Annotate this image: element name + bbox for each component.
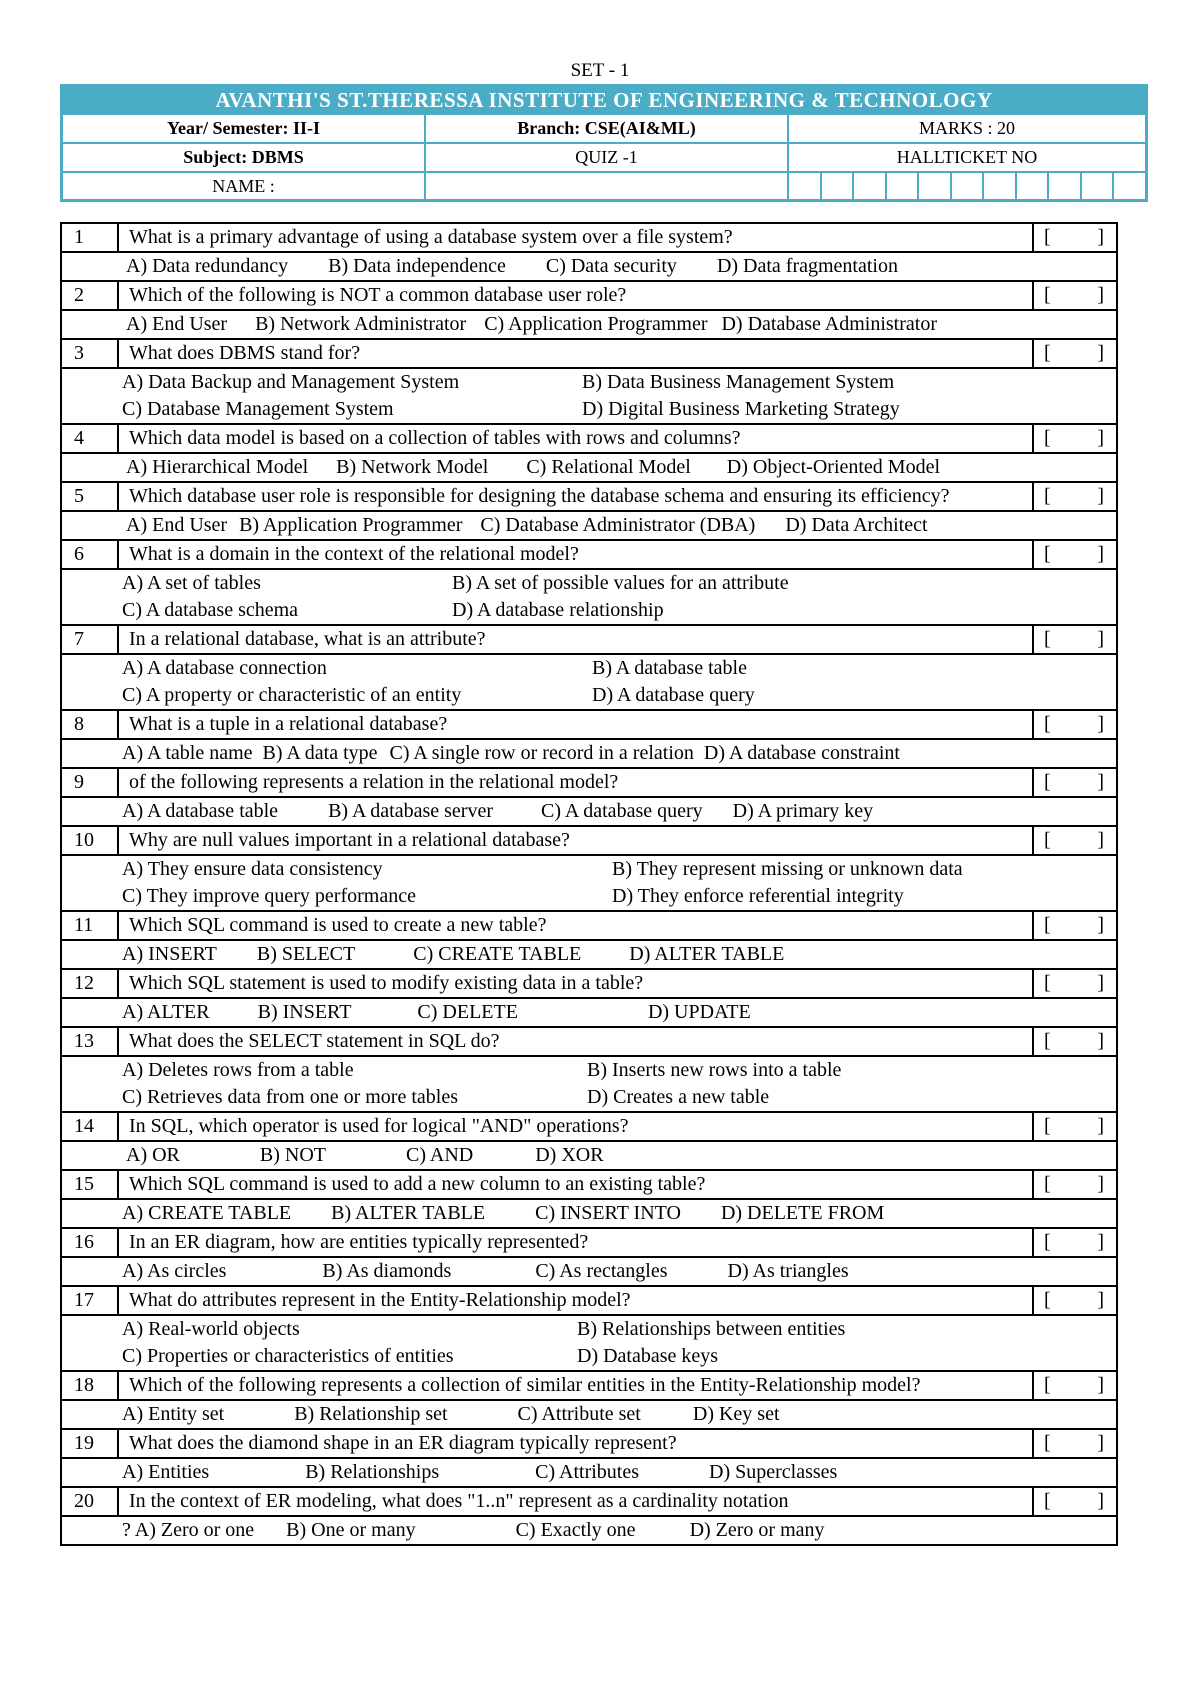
question-number: 18	[62, 1372, 119, 1399]
option[interactable]: C) Relational Model	[526, 456, 691, 478]
question-row	[62, 1028, 1116, 1057]
options-row	[62, 798, 1116, 827]
question-row	[62, 970, 1116, 999]
hallticket-box[interactable]	[952, 173, 985, 202]
option[interactable]: B) A data type	[262, 742, 378, 764]
question-text: In the context of ER modeling, what does "1..n" represent as a cardinality notation	[129, 1490, 789, 1512]
question-number: 10	[62, 827, 119, 854]
option[interactable]: A) A database connection	[122, 657, 327, 679]
question-text: Which of the following is NOT a common database user role?	[129, 284, 627, 306]
question-number: 6	[62, 541, 119, 568]
hallticket-boxes	[789, 173, 1145, 202]
answer-bracket[interactable]	[1032, 1113, 1116, 1140]
options-grid	[62, 1057, 1116, 1113]
question-number: 14	[62, 1113, 119, 1140]
question-number: 11	[62, 912, 119, 939]
header-row-3	[63, 171, 1145, 202]
bracket-open: [	[1044, 1030, 1051, 1052]
option[interactable]: D) A primary key	[732, 800, 874, 822]
question-text: In an ER diagram, how are entities typically represented?	[129, 1231, 589, 1253]
option[interactable]: C) CREATE TABLE	[413, 943, 582, 965]
bracket-open: [	[1044, 713, 1051, 735]
option[interactable]: A) A set of tables	[122, 572, 261, 594]
question-row	[62, 1488, 1116, 1517]
option[interactable]: D) Zero or many	[689, 1519, 825, 1541]
options-grid	[62, 570, 1116, 626]
bracket-close: ]	[1097, 1432, 1104, 1454]
answer-bracket[interactable]	[1032, 970, 1116, 997]
option[interactable]: C) A single row or record in a relation	[389, 742, 694, 764]
bracket-close: ]	[1097, 342, 1104, 364]
bracket-close: ]	[1097, 543, 1104, 565]
hallticket-box[interactable]	[919, 173, 952, 202]
question-text: Which SQL command is used to add a new column to an existing table?	[129, 1173, 706, 1195]
bracket-open: [	[1044, 427, 1051, 449]
option[interactable]: D) ALTER TABLE	[629, 943, 785, 965]
bracket-close: ]	[1097, 1374, 1104, 1396]
question-text: In SQL, which operator is used for logical "AND" operations?	[129, 1115, 629, 1137]
bracket-open: [	[1044, 1115, 1051, 1137]
hallticket-box[interactable]	[1114, 173, 1145, 202]
hallticket-label: HALLTICKET NO	[896, 147, 1038, 167]
bracket-close: ]	[1097, 1115, 1104, 1137]
question-row	[62, 1171, 1116, 1200]
option[interactable]: D) They enforce referential integrity	[612, 885, 904, 907]
option[interactable]: D) UPDATE	[647, 1001, 751, 1023]
option[interactable]: D) As triangles	[727, 1260, 849, 1282]
question-row	[62, 1372, 1116, 1401]
option[interactable]: B) Application Programmer	[239, 514, 463, 536]
option[interactable]: B) A database server	[328, 800, 494, 822]
option[interactable]: B) Network Model	[336, 456, 489, 478]
hallticket-box[interactable]	[1082, 173, 1115, 202]
question-text: Which of the following represents a collection of similar entities in the Entity-Relationship model?	[129, 1374, 921, 1396]
answer-bracket[interactable]	[1032, 1171, 1116, 1198]
option[interactable]: A) A database table	[122, 800, 279, 822]
question-text: In a relational database, what is an attribute?	[129, 628, 486, 650]
option[interactable]: A) Hierarchical Model	[126, 456, 309, 478]
option[interactable]: C) A property or characteristic of an entity	[122, 684, 462, 706]
bracket-open: [	[1044, 543, 1051, 565]
option[interactable]: B) Data Business Management System	[582, 371, 895, 393]
question-row	[62, 224, 1116, 253]
question-number: 20	[62, 1488, 119, 1515]
option[interactable]: C) Database Management System	[122, 398, 394, 420]
bracket-close: ]	[1097, 427, 1104, 449]
question-text: Which data model is based on a collection of tables with rows and columns?	[129, 427, 741, 449]
options-row	[62, 941, 1116, 970]
option[interactable]: B) Data independence	[328, 255, 506, 277]
bracket-close: ]	[1097, 1289, 1104, 1311]
answer-bracket[interactable]	[1032, 1488, 1116, 1515]
question-row	[62, 1113, 1116, 1142]
options-grid	[62, 369, 1116, 425]
options-row	[62, 1459, 1116, 1488]
question-number: 12	[62, 970, 119, 997]
option[interactable]: A) OR	[126, 1144, 180, 1166]
option[interactable]: D) DELETE FROM	[720, 1202, 885, 1224]
option[interactable]: B) INSERT	[257, 1001, 352, 1023]
question-text: What is a domain in the context of the relational model?	[129, 543, 579, 565]
option[interactable]: C) As rectangles	[535, 1260, 668, 1282]
options-row	[62, 311, 1116, 340]
options-row	[62, 1401, 1116, 1430]
option[interactable]: C) Exactly one	[515, 1519, 636, 1541]
question-row	[62, 711, 1116, 740]
bracket-open: [	[1044, 226, 1051, 248]
bracket-close: ]	[1097, 485, 1104, 507]
answer-bracket[interactable]	[1032, 340, 1116, 367]
question-number: 16	[62, 1229, 119, 1256]
question-text: Which SQL statement is used to modify existing data in a table?	[129, 972, 644, 994]
option[interactable]: A) They ensure data consistency	[122, 858, 383, 880]
option[interactable]: D) Database Administrator	[721, 313, 937, 335]
bracket-open: [	[1044, 972, 1051, 994]
bracket-close: ]	[1097, 1173, 1104, 1195]
question-text: Which database user role is responsible for designing the database schema and ensuring its efficiency?	[129, 485, 950, 507]
question-row	[62, 1229, 1116, 1258]
question-number: 19	[62, 1430, 119, 1457]
option[interactable]: D) Data Architect	[785, 514, 928, 536]
answer-bracket[interactable]	[1032, 1028, 1116, 1055]
options-row	[62, 1142, 1116, 1171]
set-label: SET - 1	[570, 60, 630, 81]
question-number: 4	[62, 425, 119, 452]
quiz-label: QUIZ -1	[426, 144, 789, 172]
option[interactable]: B) Network Administrator	[255, 313, 467, 335]
answer-bracket[interactable]	[1032, 1372, 1116, 1399]
option[interactable]: D) A database constraint	[703, 742, 900, 764]
option[interactable]: B) As diamonds	[322, 1260, 452, 1282]
option[interactable]: C) They improve query performance	[122, 885, 416, 907]
question-row	[62, 912, 1116, 941]
question-row	[62, 769, 1116, 798]
question-row	[62, 1287, 1116, 1316]
option[interactable]: B) They represent missing or unknown data	[612, 858, 963, 880]
questions-table	[60, 222, 1118, 1546]
hallticket-box[interactable]	[887, 173, 920, 202]
subject: Subject: DBMS	[63, 144, 426, 172]
option[interactable]: A) A table name	[122, 742, 253, 764]
hallticket-box[interactable]	[1017, 173, 1050, 202]
question-number: 5	[62, 483, 119, 510]
year-semester: Year/ Semester: II-I	[63, 115, 426, 143]
hallticket-box[interactable]	[1049, 173, 1082, 202]
option[interactable]: A) Entity set	[122, 1403, 225, 1425]
question-number: 9	[62, 769, 119, 796]
options-row	[62, 740, 1116, 769]
option[interactable]: B) ALTER TABLE	[331, 1202, 486, 1224]
options-row	[62, 999, 1116, 1028]
question-number: 13	[62, 1028, 119, 1055]
option[interactable]: B) Relationships	[305, 1461, 440, 1483]
options-row	[62, 253, 1116, 282]
bracket-open: [	[1044, 1490, 1051, 1512]
option[interactable]: C) Data security	[545, 255, 677, 277]
name-field[interactable]	[426, 173, 789, 202]
option[interactable]: B) Relationship set	[294, 1403, 448, 1425]
bracket-close: ]	[1097, 1231, 1104, 1253]
question-text: What is a tuple in a relational database?	[129, 713, 448, 735]
option[interactable]: D) A database query	[592, 684, 755, 706]
bracket-open: [	[1044, 829, 1051, 851]
hallticket-box[interactable]	[854, 173, 887, 202]
option[interactable]: D) Data fragmentation	[716, 255, 898, 277]
answer-bracket[interactable]	[1032, 1229, 1116, 1256]
option[interactable]: B) Inserts new rows into a table	[587, 1059, 842, 1081]
question-text: Which SQL command is used to create a new table?	[129, 914, 547, 936]
answer-bracket[interactable]	[1032, 541, 1116, 568]
bracket-close: ]	[1097, 226, 1104, 248]
bracket-close: ]	[1097, 829, 1104, 851]
option[interactable]: C) Database Administrator (DBA)	[480, 514, 756, 536]
bracket-open: [	[1044, 914, 1051, 936]
option[interactable]: A) Entities	[122, 1461, 210, 1483]
bracket-close: ]	[1097, 628, 1104, 650]
bracket-open: [	[1044, 1289, 1051, 1311]
header-row-2	[63, 142, 1145, 172]
option[interactable]: C) A database schema	[122, 599, 299, 621]
option[interactable]: D) Superclasses	[709, 1461, 838, 1483]
option[interactable]: D) Database keys	[577, 1345, 719, 1367]
question-number: 7	[62, 626, 119, 653]
option[interactable]: A) Deletes rows from a table	[122, 1059, 354, 1081]
option[interactable]: A) Data Backup and Management System	[122, 371, 460, 393]
name-label: NAME :	[63, 173, 426, 202]
question-number: 17	[62, 1287, 119, 1314]
question-text: Why are null values important in a relational database?	[129, 829, 570, 851]
question-row	[62, 425, 1116, 454]
answer-bracket[interactable]	[1032, 912, 1116, 939]
bracket-open: [	[1044, 485, 1051, 507]
question-number: 2	[62, 282, 119, 309]
option[interactable]: A) End User	[126, 313, 228, 335]
marks: MARKS : 20	[918, 118, 1016, 138]
options-grid	[62, 1316, 1116, 1372]
option[interactable]: D) Key set	[692, 1403, 780, 1425]
options-grid	[62, 655, 1116, 711]
question-text: What is a primary advantage of using a database system over a file system?	[129, 226, 733, 248]
question-text: What do attributes represent in the Entity-Relationship model?	[129, 1289, 631, 1311]
answer-bracket[interactable]	[1032, 1430, 1116, 1457]
question-number: 15	[62, 1171, 119, 1198]
options-row	[62, 1200, 1116, 1229]
option[interactable]: D) Object-Oriented Model	[726, 456, 941, 478]
answer-bracket[interactable]	[1032, 483, 1116, 510]
option[interactable]: C) INSERT INTO	[535, 1202, 681, 1224]
answer-bracket[interactable]	[1032, 282, 1116, 309]
options-row	[62, 1517, 1116, 1544]
question-row	[62, 827, 1116, 856]
option[interactable]: A) ALTER	[122, 1001, 210, 1023]
hallticket-box[interactable]	[789, 173, 822, 202]
option[interactable]: ? A) Zero or one	[122, 1519, 255, 1541]
bracket-open: [	[1044, 284, 1051, 306]
option[interactable]: C) DELETE	[417, 1001, 518, 1023]
option[interactable]: B) SELECT	[256, 943, 356, 965]
option[interactable]: B) A database table	[592, 657, 747, 679]
option[interactable]: D) Creates a new table	[587, 1086, 770, 1108]
option[interactable]: C) Attributes	[535, 1461, 639, 1483]
bracket-close: ]	[1097, 1030, 1104, 1052]
option[interactable]: D) A database relationship	[452, 599, 664, 621]
question-text: of the following represents a relation in the relational model?	[129, 771, 619, 793]
question-row	[62, 626, 1116, 655]
options-row	[62, 454, 1116, 483]
header-row-1	[63, 113, 1145, 143]
question-row	[62, 282, 1116, 311]
bracket-open: [	[1044, 1432, 1051, 1454]
bracket-close: ]	[1097, 771, 1104, 793]
answer-bracket[interactable]	[1032, 827, 1116, 854]
options-row	[62, 512, 1116, 541]
options-grid	[62, 856, 1116, 912]
option[interactable]: C) Properties or characteristics of entities	[122, 1345, 454, 1367]
option[interactable]: A) INSERT	[122, 943, 217, 965]
option[interactable]: B) NOT	[259, 1144, 326, 1166]
bracket-close: ]	[1097, 1490, 1104, 1512]
question-number: 1	[62, 224, 119, 251]
option[interactable]: A) End User	[126, 514, 228, 536]
question-text: What does the diamond shape in an ER diagram typically represent?	[129, 1432, 677, 1454]
option[interactable]: D) XOR	[535, 1144, 604, 1166]
bracket-open: [	[1044, 771, 1051, 793]
option[interactable]: C) A database query	[541, 800, 703, 822]
hallticket-box[interactable]	[984, 173, 1017, 202]
institute-name: AVANTHI'S ST.THERESSA INSTITUTE OF ENGINEERING & TECHNOLOGY	[63, 87, 1145, 113]
question-row	[62, 340, 1116, 369]
bracket-close: ]	[1097, 284, 1104, 306]
bracket-close: ]	[1097, 972, 1104, 994]
answer-bracket[interactable]	[1032, 769, 1116, 796]
question-text: What does the SELECT statement in SQL do?	[129, 1030, 500, 1052]
option[interactable]: B) Relationships between entities	[577, 1318, 846, 1340]
option[interactable]: B) One or many	[286, 1519, 416, 1541]
option[interactable]: C) Application Programmer	[484, 313, 708, 335]
options-row	[62, 1258, 1116, 1287]
answer-bracket[interactable]	[1032, 711, 1116, 738]
hallticket-box[interactable]	[822, 173, 855, 202]
bracket-close: ]	[1097, 914, 1104, 936]
answer-bracket[interactable]	[1032, 1287, 1116, 1314]
bracket-open: [	[1044, 342, 1051, 364]
question-row	[62, 483, 1116, 512]
option[interactable]: B) A set of possible values for an attribute	[452, 572, 789, 594]
answer-bracket[interactable]	[1032, 425, 1116, 452]
bracket-open: [	[1044, 628, 1051, 650]
bracket-open: [	[1044, 1374, 1051, 1396]
option[interactable]: A) CREATE TABLE	[122, 1202, 292, 1224]
answer-bracket[interactable]	[1032, 224, 1116, 251]
option[interactable]: C) AND	[406, 1144, 474, 1166]
bracket-open: [	[1044, 1231, 1051, 1253]
bracket-open: [	[1044, 1173, 1051, 1195]
answer-bracket[interactable]	[1032, 626, 1116, 653]
question-number: 8	[62, 711, 119, 738]
question-text: What does DBMS stand for?	[129, 342, 361, 364]
branch: Branch: CSE(AI&ML)	[426, 115, 789, 143]
question-number: 3	[62, 340, 119, 367]
option[interactable]: A) Data redundancy	[126, 255, 289, 277]
question-row	[62, 1430, 1116, 1459]
option[interactable]: A) As circles	[122, 1260, 227, 1282]
option[interactable]: D) Digital Business Marketing Strategy	[582, 398, 900, 420]
bracket-close: ]	[1097, 713, 1104, 735]
option[interactable]: C) Retrieves data from one or more tables	[122, 1086, 458, 1108]
option[interactable]: A) Real-world objects	[122, 1318, 300, 1340]
option[interactable]: C) Attribute set	[517, 1403, 641, 1425]
exam-header	[60, 84, 1148, 202]
question-row	[62, 541, 1116, 570]
